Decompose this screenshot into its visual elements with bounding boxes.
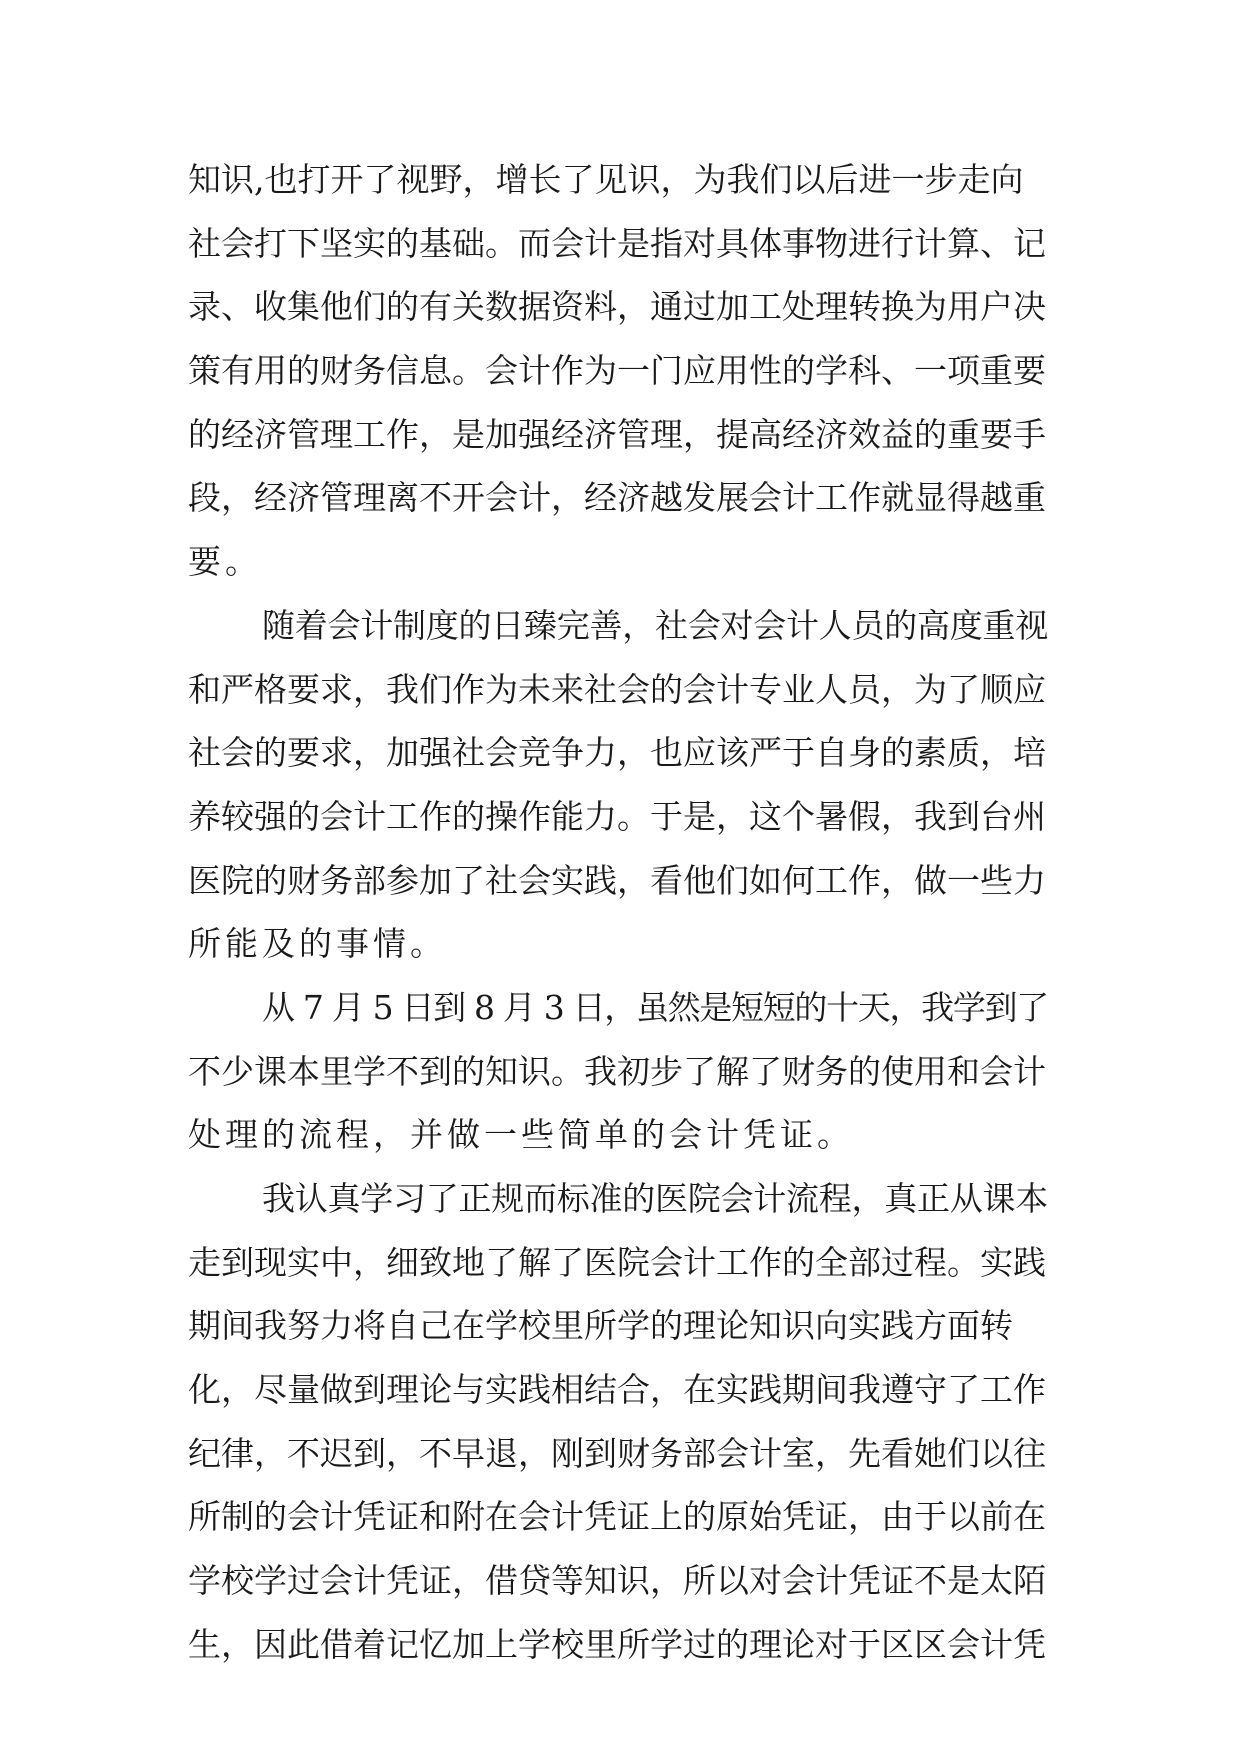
paragraph bbox=[188, 1179, 1048, 1689]
text-line: 期间我努力将自己在学校里所学的理论知识向实践方面转 bbox=[188, 1306, 1013, 1346]
paragraph bbox=[188, 988, 1048, 1179]
text-line: 要。 bbox=[188, 542, 262, 582]
text-line: 医院的财务部参加了社会实践，看他们如何工作，做一些力 bbox=[188, 860, 1046, 900]
text-line: 生，因此借着记忆加上学校里所学过的理论对于区区会计凭 bbox=[188, 1624, 1046, 1664]
text-line: 和严格要求，我们作为未来社会的会计专业人员，为了顺应 bbox=[188, 669, 1046, 709]
text-line: 段，经济管理离不开会计，经济越发展会计工作就显得越重 bbox=[188, 478, 1046, 518]
text-line: 所制的会计凭证和附在会计凭证上的原始凭证，由于以前在 bbox=[188, 1497, 1046, 1537]
text-line: 从 7 月 5 日到 8 月 3 日，虽然是短短的十天，我学到了 bbox=[262, 987, 1048, 1027]
text-line: 走到现实中，细致地了解了医院会计工作的全部过程。实践 bbox=[188, 1242, 1046, 1282]
text-line: 知识,也打开了视野，增长了见识，为我们以后进一步走向 bbox=[188, 160, 1024, 199]
text-line: 社会的要求，加强社会竞争力，也应该严于自身的素质，培 bbox=[188, 733, 1046, 773]
document-body bbox=[188, 160, 1048, 1689]
paragraph bbox=[188, 160, 1048, 606]
text-line: 社会打下坚实的基础。而会计是指对具体事物进行计算、记 bbox=[188, 223, 1046, 263]
paragraph bbox=[188, 606, 1048, 988]
text-line: 处理的流程，并做一些简单的会计凭证。 bbox=[188, 1115, 854, 1155]
text-line: 随着会计制度的日臻完善，社会对会计人员的高度重视 bbox=[262, 605, 1048, 645]
text-line: 录、收集他们的有关数据资料，通过加工处理转换为用户决 bbox=[188, 287, 1046, 327]
text-line: 不少课本里学不到的知识。我初步了解了财务的使用和会计 bbox=[188, 1051, 1046, 1091]
text-line: 养较强的会计工作的操作能力。于是，这个暑假，我到台州 bbox=[188, 796, 1046, 836]
text-line: 策有用的财务信息。会计作为一门应用性的学科、一项重要 bbox=[188, 351, 1046, 391]
text-line: 所能及的事情。 bbox=[188, 924, 447, 964]
text-line: 我认真学习了正规而标准的医院会计流程，真正从课本 bbox=[262, 1179, 1048, 1218]
text-line: 化，尽量做到理论与实践相结合，在实践期间我遵守了工作 bbox=[188, 1370, 1046, 1410]
text-line: 的经济管理工作，是加强经济管理，提高经济效益的重要手 bbox=[188, 414, 1046, 454]
text-line: 学校学过会计凭证，借贷等知识，所以对会计凭证不是太陌 bbox=[188, 1561, 1046, 1601]
text-line: 纪律，不迟到，不早退，刚到财务部会计室，先看她们以往 bbox=[188, 1433, 1046, 1473]
